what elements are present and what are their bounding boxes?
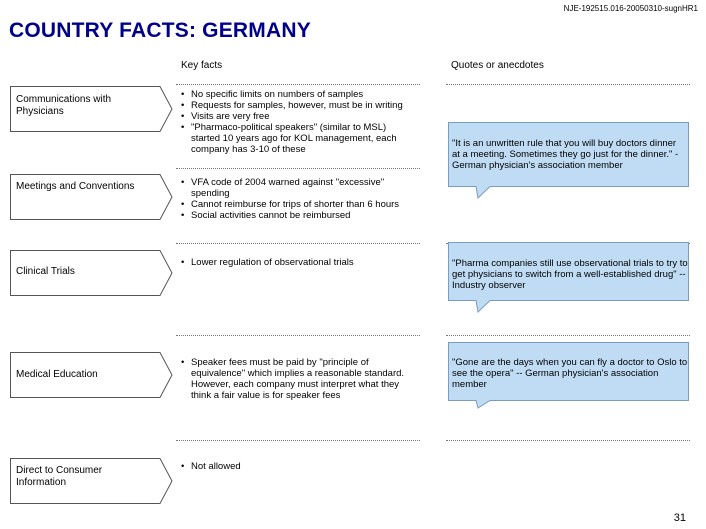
quote-communications: "It is an unwritten rule that you will buy doctors dinner at a meeting. Sometimes they go just for the dinner." - German physician's association member (452, 138, 679, 171)
list-item: • Lower regulation of observational trials (181, 257, 416, 268)
list-item: • Speaker fees must be paid by "principle of equivalence" which implies a reasonable standard. However, each company must interpret what they think a fair value is for speaker fees (181, 357, 416, 401)
divider (176, 440, 420, 441)
facts-list-clinical-trials (181, 257, 416, 268)
page-number: 31 (673, 512, 686, 524)
facts-list-dtc (181, 461, 416, 472)
facts-list-meetings (181, 177, 416, 221)
list-item: • Cannot reimburse for trips of shorter than 6 hours (181, 199, 416, 210)
divider (176, 84, 420, 85)
list-item: • No specific limits on numbers of samples (181, 89, 416, 100)
divider (446, 84, 690, 85)
list-item: • Visits are very free (181, 111, 416, 122)
divider (446, 440, 690, 441)
quote-clinical-trials: "Pharma companies still use observational trials to try to get physicians to switch from a well-established drug" -- Industry observer (452, 258, 688, 291)
category-chevrons (10, 86, 178, 506)
facts-list-medical-education (181, 357, 416, 401)
list-item: • Requests for samples, however, must be in writing (181, 100, 416, 111)
category-communications: Communications with Physicians (16, 94, 112, 117)
page-title: COUNTRY FACTS: GERMANY (9, 19, 311, 42)
divider (176, 243, 420, 244)
key-facts-header: Key facts (181, 60, 223, 71)
list-item: • "Pharmaco-political speakers" (similar to MSL) started 10 years ago for KOL management, each company has 3-10 of these (181, 122, 416, 155)
category-dtc: Direct to Consumer Information (16, 465, 103, 488)
category-medical-education: Medical Education (16, 369, 98, 380)
facts-list-communications (181, 89, 416, 155)
category-clinical-trials: Clinical Trials (16, 266, 75, 277)
list-item: • Social activities cannot be reimbursed (181, 210, 416, 221)
quotes-header: Quotes or anecdotes (451, 60, 544, 71)
document-id: NJE-192515.016-20050310-sugnHR1 (563, 4, 698, 13)
list-item: • VFA code of 2004 warned against "excessive" spending (181, 177, 416, 199)
category-meetings: Meetings and Conventions (16, 181, 135, 192)
divider (176, 335, 420, 336)
quote-medical-education: "Gone are the days when you can fly a doctor to Oslo to see the opera" -- German physician's association member (452, 357, 688, 390)
divider (176, 168, 420, 169)
list-item: • Not allowed (181, 461, 416, 472)
